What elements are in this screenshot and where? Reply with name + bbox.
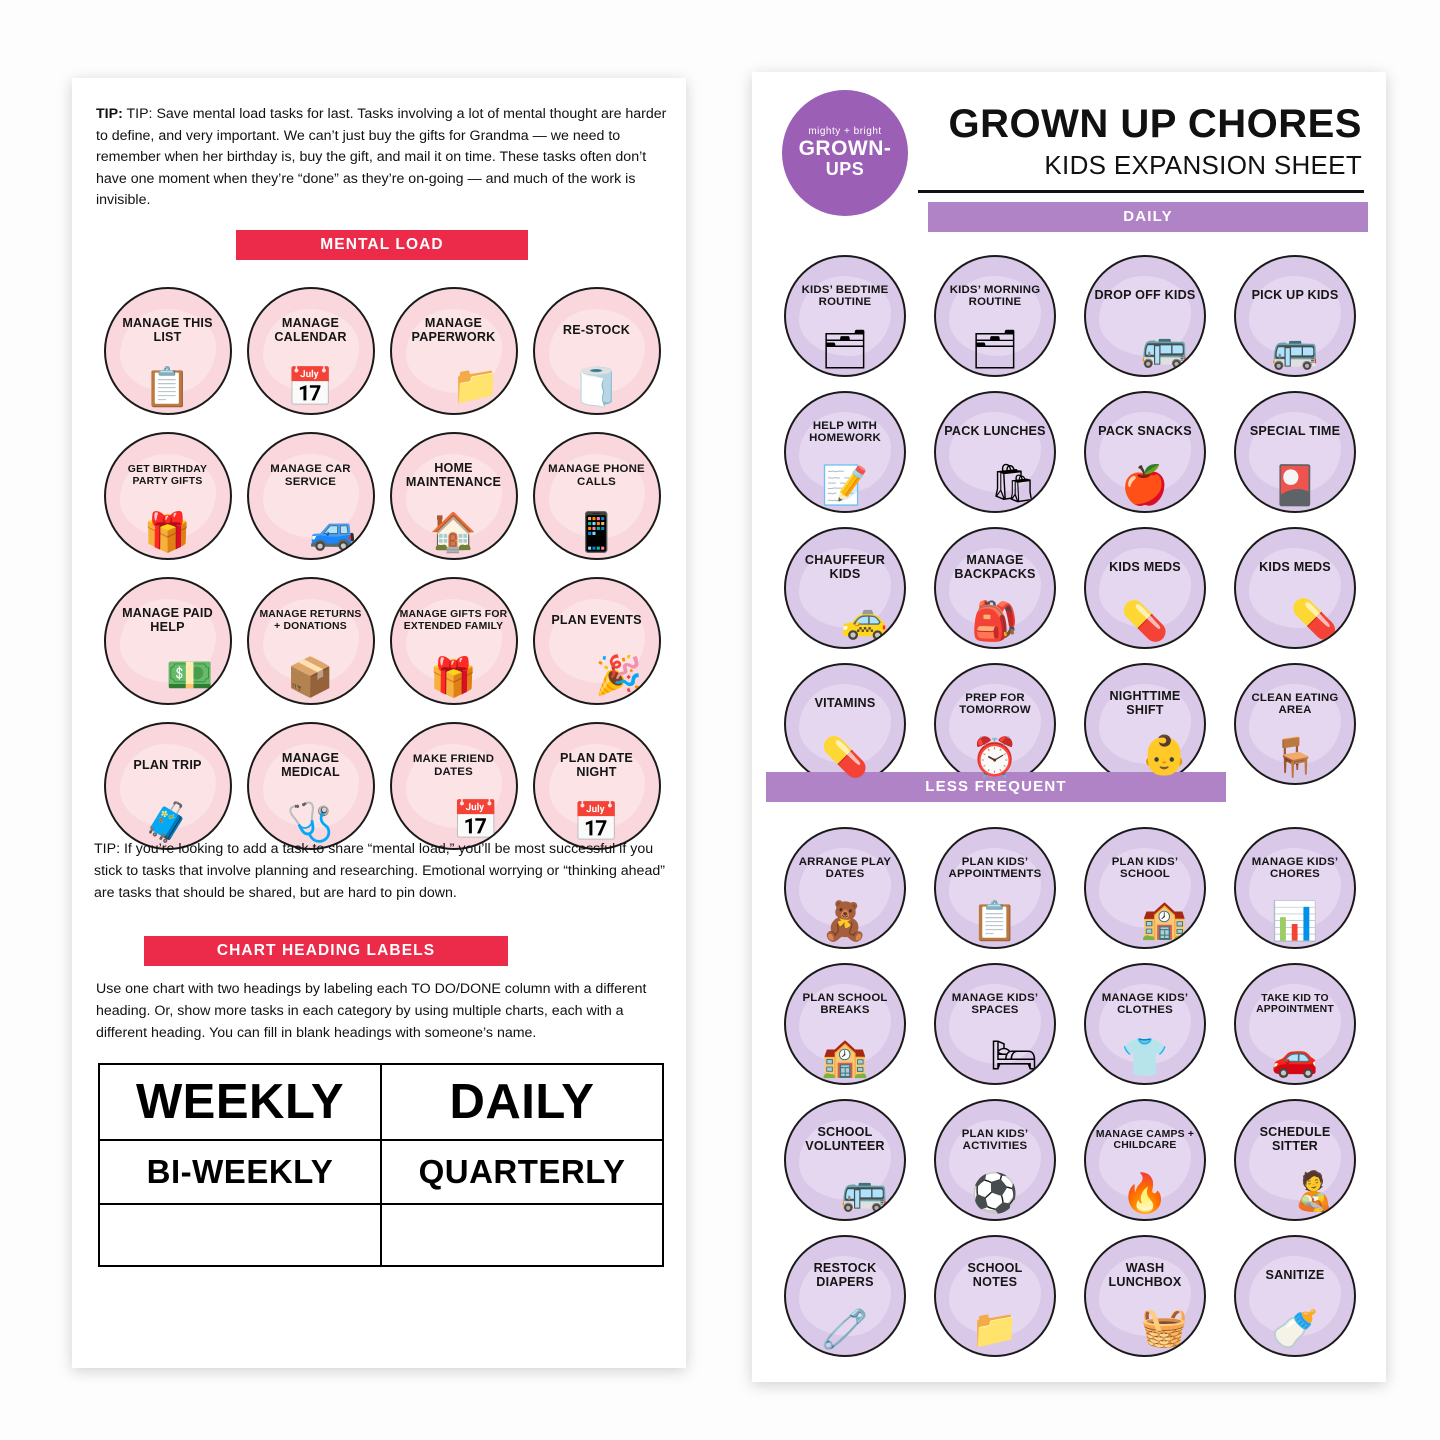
chore-token[interactable]	[382, 713, 525, 858]
chore-token[interactable]	[239, 568, 382, 713]
token-label: SCHEDULE SITTER	[1259, 1125, 1331, 1153]
token-disc[interactable]	[533, 287, 661, 415]
token-disc[interactable]	[784, 963, 906, 1085]
stuffed-animals-icon: 🧸	[821, 901, 869, 943]
token-label: DROP OFF KIDS	[1094, 288, 1196, 303]
tip-text: TIP: Save mental load tasks for last. Tasks involving a lot of mental thought are harder to define, and very important. We can’t just buy the gifts for Grandma — we need to remember when her birthday is, buy the gift, and mail it on time. These tasks often don’t have one moment when they’re “done” as they’re on-going — and much of the work is invisible.	[96, 106, 667, 209]
token-label: MANAGE GIFTS FOR EXTENDED FAMILY	[399, 609, 508, 632]
chore-token[interactable]	[525, 713, 668, 858]
token-label: MANAGE CALENDAR	[274, 315, 347, 344]
page-subtitle: KIDS EXPANSION SHEET	[1044, 150, 1362, 180]
chore-token[interactable]	[1070, 248, 1220, 384]
chore-token[interactable]	[1220, 656, 1370, 792]
lunch-bag-icon: 🛍	[989, 463, 1038, 505]
crying-baby-icon: 👶	[1140, 735, 1188, 777]
chart-heading-instructions: Use one chart with two headings by labeling each TO DO/DONE column with a different heading. Or, show more tasks in each category by using multiple charts, each with a different heading. You can fill in blank headings with someone’s name.	[96, 981, 647, 1041]
table-row	[99, 1204, 663, 1266]
chore-token[interactable]	[96, 423, 239, 568]
token-disc[interactable]	[247, 722, 375, 850]
chore-chart-icon: 📊	[1271, 901, 1319, 943]
token-disc[interactable]	[104, 287, 232, 415]
mental-load-token-grid	[96, 278, 668, 858]
mental-load-sheet	[72, 78, 686, 1368]
token-disc[interactable]	[784, 527, 906, 649]
token-label: MANAGE PAPERWORK	[411, 315, 496, 344]
token-disc[interactable]	[1234, 527, 1356, 649]
chart-heading-table	[98, 1063, 664, 1267]
calendar-check-icon: 📋	[971, 901, 1019, 943]
token-label: PLAN KIDS’ SCHOOL	[1111, 855, 1179, 880]
house-icon: 🏠	[429, 511, 478, 554]
token-disc[interactable]	[784, 1099, 906, 1221]
token-label: MANAGE CAMPS + CHILDCARE	[1095, 1128, 1195, 1151]
token-label: PREP FOR TOMORROW	[959, 691, 1031, 716]
token-label: SCHOOL VOLUNTEER	[805, 1125, 885, 1153]
medicine-bottle-icon: 💊	[1290, 599, 1338, 641]
token-label: SANITIZE	[1265, 1268, 1325, 1283]
chore-token[interactable]	[1220, 820, 1370, 956]
chore-token[interactable]	[382, 568, 525, 713]
less-frequent-token-grid	[770, 820, 1370, 1364]
token-disc[interactable]	[104, 577, 232, 705]
token-label: CLEAN EATING AREA	[1251, 691, 1339, 716]
token-disc[interactable]	[934, 1099, 1056, 1221]
bedroom-icon: 🛏	[989, 1035, 1038, 1077]
token-label: MANAGE MEDICAL	[281, 750, 340, 779]
banner-mental-load: MENTAL LOAD	[236, 230, 528, 260]
heading-cell-blank-1[interactable]	[99, 1204, 381, 1266]
chore-token[interactable]	[770, 820, 920, 956]
token-label: SCHOOL NOTES	[967, 1261, 1023, 1289]
stethoscope-icon: 🩺	[286, 801, 335, 844]
token-disc[interactable]	[533, 722, 661, 850]
daily-token-grid	[770, 248, 1370, 792]
token-disc[interactable]	[784, 255, 906, 377]
chore-token[interactable]	[1070, 384, 1220, 520]
chore-token[interactable]	[96, 713, 239, 858]
token-disc[interactable]	[1084, 391, 1206, 513]
page-title: GROWN UP CHORES	[948, 102, 1362, 146]
token-label: NIGHTTIME SHIFT	[1109, 689, 1181, 717]
chore-token[interactable]	[525, 423, 668, 568]
lunchbox-icon: 🧺	[1140, 1307, 1188, 1349]
token-label: MANAGE CAR SERVICE	[270, 463, 351, 488]
sports-balls-icon: ⚽	[971, 1173, 1019, 1215]
car-icon: 🚕	[840, 599, 888, 641]
band-less-frequent: LESS FREQUENT	[766, 772, 1226, 802]
token-disc[interactable]	[533, 432, 661, 560]
token-disc[interactable]	[934, 391, 1056, 513]
chore-token[interactable]	[770, 248, 920, 384]
token-label: ARRANGE PLAY DATES	[798, 855, 892, 880]
chore-token[interactable]	[920, 820, 1070, 956]
token-disc[interactable]	[934, 527, 1056, 649]
chore-token[interactable]	[239, 423, 382, 568]
token-disc[interactable]	[390, 722, 518, 850]
schoolhouse-icon: 🏫	[821, 1037, 869, 1079]
token-disc[interactable]	[533, 577, 661, 705]
token-disc[interactable]	[784, 663, 906, 785]
paper-towels-icon: 🧻	[572, 366, 621, 409]
gift-icon: 🎁	[143, 511, 192, 554]
chore-token[interactable]	[382, 278, 525, 423]
chore-token[interactable]	[525, 568, 668, 713]
chore-token[interactable]	[1220, 956, 1370, 1092]
token-disc[interactable]	[934, 827, 1056, 949]
token-label: GET BIRTHDAY PARTY GIFTS	[127, 464, 208, 487]
luggage-icon: 🧳	[143, 801, 192, 844]
token-disc[interactable]	[934, 663, 1056, 785]
token-disc[interactable]	[1084, 1099, 1206, 1221]
token-label: KIDS MEDS	[1109, 560, 1181, 575]
token-label: PLAN KIDS’ APPOINTMENTS	[948, 855, 1042, 880]
token-disc[interactable]	[784, 391, 906, 513]
chore-token[interactable]	[1070, 820, 1220, 956]
token-disc[interactable]	[247, 287, 375, 415]
chore-token[interactable]	[920, 384, 1070, 520]
chore-token[interactable]	[920, 248, 1070, 384]
chore-token[interactable]	[770, 384, 920, 520]
chore-token[interactable]	[1220, 384, 1370, 520]
chore-token[interactable]	[239, 713, 382, 858]
token-disc[interactable]	[390, 287, 518, 415]
token-label: WASH LUNCHBOX	[1108, 1261, 1182, 1289]
token-disc[interactable]	[1234, 663, 1356, 785]
chore-token[interactable]	[1070, 520, 1220, 656]
gift-box-icon: 🎁	[429, 656, 478, 699]
chore-token[interactable]	[525, 278, 668, 423]
token-label: KIDS’ BEDTIME ROUTINE	[801, 283, 889, 308]
schoolhouse-icon: 🏫	[1140, 899, 1188, 941]
token-disc[interactable]	[390, 432, 518, 560]
chore-token[interactable]	[920, 520, 1070, 656]
token-label: HELP WITH HOMEWORK	[809, 419, 881, 444]
chore-token[interactable]	[382, 423, 525, 568]
notebook-pencil-icon: 📝	[821, 465, 869, 507]
chore-token[interactable]	[770, 1092, 920, 1228]
high-chair-icon: 🪑	[1271, 737, 1319, 779]
token-disc[interactable]	[1234, 255, 1356, 377]
chore-token[interactable]	[920, 956, 1070, 1092]
boxes-icon: 📦	[286, 656, 335, 699]
chore-token[interactable]	[920, 1092, 1070, 1228]
token-label: MANAGE PAID HELP	[122, 605, 213, 634]
heading-cell-biweekly[interactable]: BI-WEEKLY	[99, 1140, 381, 1204]
token-disc[interactable]	[1084, 255, 1206, 377]
vacuum-money-icon: 💵	[166, 654, 214, 697]
banner-chart-headings: CHART HEADING LABELS	[144, 936, 508, 966]
band-daily: DAILY	[928, 202, 1368, 232]
chore-token[interactable]	[1220, 520, 1370, 656]
token-label: PICK UP KIDS	[1251, 288, 1339, 303]
chore-token[interactable]	[96, 278, 239, 423]
token-disc[interactable]	[247, 577, 375, 705]
chore-token[interactable]	[770, 1228, 920, 1364]
chore-token[interactable]	[1070, 1092, 1220, 1228]
brand-line-2: GROWN-	[798, 136, 892, 160]
brand-line-1: mighty + bright	[808, 126, 882, 138]
campfire-icon: 🔥	[1121, 1173, 1169, 1215]
token-label: PLAN SCHOOL BREAKS	[802, 991, 888, 1016]
token-label: PLAN KIDS’ ACTIVITIES	[961, 1127, 1029, 1152]
clothing-icon: 👕	[1121, 1037, 1169, 1079]
token-label: TAKE KID TO APPOINTMENT	[1256, 992, 1334, 1015]
calendar-icon: 📅	[572, 801, 621, 844]
token-label: VITAMINS	[814, 696, 876, 711]
baby-bottle-icon: 🍼	[1271, 1309, 1319, 1351]
sitter-icon: 🧑‍🍼	[1290, 1171, 1338, 1213]
phone-icon: 📱	[572, 511, 621, 554]
token-disc[interactable]	[1234, 963, 1356, 1085]
token-label: MAKE FRIEND DATES	[412, 753, 495, 778]
party-cone-icon: 🎉	[595, 654, 643, 697]
token-label: PLAN TRIP	[133, 757, 202, 772]
chore-token[interactable]	[96, 568, 239, 713]
tip-mental-load	[96, 104, 668, 212]
token-disc[interactable]	[1084, 1235, 1206, 1357]
school-bus-hearts-icon: 🚌	[840, 1171, 888, 1213]
token-disc[interactable]	[1234, 1235, 1356, 1357]
chore-token[interactable]	[1220, 1228, 1370, 1364]
token-label: PACK SNACKS	[1098, 424, 1192, 439]
brand-line-3: UPS	[825, 158, 865, 179]
special-time-cards-icon: 🎴	[1271, 465, 1319, 507]
token-label: MANAGE THIS LIST	[122, 315, 213, 344]
vitamin-bottle-icon: 💊	[821, 737, 869, 779]
token-label: PLAN DATE NIGHT	[560, 750, 633, 779]
calendar-icon: 📅	[452, 799, 500, 842]
heading-cell-weekly[interactable]: WEEKLY	[99, 1064, 381, 1140]
chore-token[interactable]	[239, 278, 382, 423]
chore-token[interactable]	[1220, 1092, 1370, 1228]
chore-token[interactable]	[1070, 956, 1220, 1092]
token-label: MANAGE PHONE CALLS	[548, 463, 645, 488]
chore-token[interactable]	[1220, 248, 1370, 384]
token-label: PLAN EVENTS	[551, 612, 642, 627]
token-label: HOME MAINTENANCE	[405, 460, 502, 489]
token-label: KIDS MEDS	[1259, 560, 1331, 575]
token-label: RESTOCK DIAPERS	[813, 1261, 877, 1289]
table-row	[99, 1140, 663, 1204]
tip-label: TIP:	[96, 106, 123, 122]
school-bus-icon: 🚌	[1271, 329, 1319, 371]
token-disc[interactable]	[1084, 527, 1206, 649]
heading-cell-daily[interactable]: DAILY	[381, 1064, 663, 1140]
token-disc[interactable]	[247, 432, 375, 560]
folder-icon: 📁	[971, 1309, 1019, 1351]
token-disc[interactable]	[1234, 1099, 1356, 1221]
token-disc[interactable]	[390, 577, 518, 705]
token-label: MANAGE KIDS’ SPACES	[951, 991, 1039, 1016]
token-disc[interactable]	[1234, 827, 1356, 949]
heading-cell-blank-2[interactable]	[381, 1204, 663, 1266]
tip-sharing-mental-load: TIP: If you’re looking to add a task to share “mental load,” you’ll be most successful if you stick to tasks that involve planning and researching. Emotional worrying or “thinking ahead” are tasks that should be shared, but are hard to pin down.	[94, 841, 665, 901]
apple-icon: 🍎	[1121, 465, 1169, 507]
brand-logo-badge	[782, 90, 908, 216]
chore-token[interactable]	[770, 520, 920, 656]
token-label: RE-STOCK	[562, 322, 631, 337]
school-bus-icon: 🚌	[1140, 327, 1188, 369]
car-clock-icon: 🚗	[1271, 1037, 1319, 1079]
token-disc[interactable]	[784, 1235, 906, 1357]
token-label: MANAGE KIDS’ CHORES	[1251, 855, 1339, 880]
token-label: MANAGE KIDS’ CLOTHES	[1101, 991, 1189, 1016]
token-disc[interactable]	[104, 722, 232, 850]
calendar-icon: 📅	[286, 366, 335, 409]
token-label: MANAGE BACKPACKS	[954, 553, 1036, 581]
chore-token[interactable]	[1070, 1228, 1220, 1364]
title-divider	[918, 190, 1364, 193]
token-disc[interactable]	[784, 827, 906, 949]
token-disc[interactable]	[1234, 391, 1356, 513]
routine-cards-icon: 🗂	[820, 329, 870, 371]
token-label: CHAUFFEUR KIDS	[804, 553, 886, 581]
backpack-icon: 🎒	[971, 601, 1019, 643]
medicine-bottle-icon: 💊	[1121, 601, 1169, 643]
token-label: PACK LUNCHES	[944, 424, 1046, 439]
folder-icon: 📁	[452, 364, 500, 407]
token-disc[interactable]	[1084, 963, 1206, 1085]
chore-token[interactable]	[920, 1228, 1070, 1364]
checklist-icon: 📋	[143, 366, 192, 409]
token-disc[interactable]	[104, 432, 232, 560]
alarm-clock-icon: ⏰	[971, 737, 1019, 779]
kids-expansion-sheet	[752, 72, 1386, 1382]
car-icon: 🚙	[309, 509, 357, 552]
chore-token[interactable]	[770, 956, 920, 1092]
token-label: MANAGE RETURNS + DONATIONS	[259, 609, 362, 632]
token-disc[interactable]	[1084, 827, 1206, 949]
token-label: KIDS’ MORNING ROUTINE	[949, 283, 1041, 308]
token-label: SPECIAL TIME	[1249, 424, 1341, 439]
routine-cards-icon: 🗂	[970, 329, 1020, 371]
diapers-icon: 🧷	[821, 1309, 869, 1351]
token-disc[interactable]	[1084, 663, 1206, 785]
token-disc[interactable]	[934, 255, 1056, 377]
token-disc[interactable]	[934, 1235, 1056, 1357]
token-disc[interactable]	[934, 963, 1056, 1085]
table-row	[99, 1064, 663, 1140]
heading-cell-quarterly[interactable]: QUARTERLY	[381, 1140, 663, 1204]
